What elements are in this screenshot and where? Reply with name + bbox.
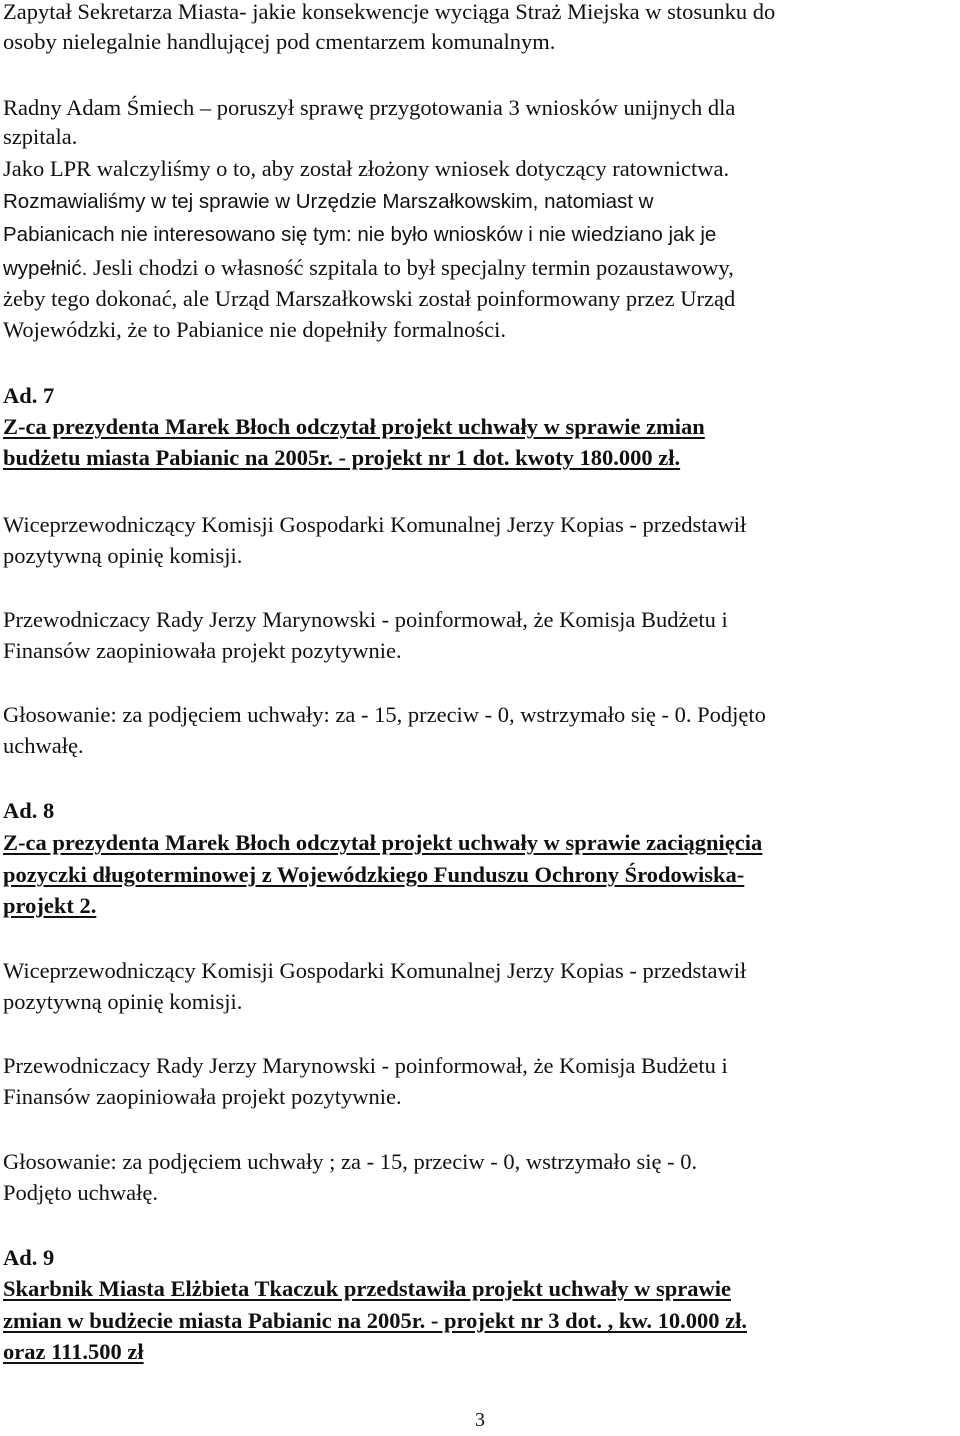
paragraph-line: Wojewódzki, że to Pabianice nie dopełniły formalności. bbox=[3, 317, 507, 342]
resolution-title: Z-ca prezydenta Marek Błoch odczytał projekt uchwały w sprawie zmian bbox=[3, 414, 705, 439]
voting-result: uchwałę. bbox=[3, 733, 84, 758]
voting-result: Podjęto uchwałę. bbox=[3, 1180, 158, 1205]
paragraph-line: szpitala. bbox=[3, 124, 78, 149]
paragraph-line: Wiceprzewodniczący Komisji Gospodarki Komunalnej Jerzy Kopias - przedstawił bbox=[3, 512, 747, 537]
resolution-title: Skarbnik Miasta Elżbieta Tkaczuk przedstawiła projekt uchwały w sprawie bbox=[3, 1276, 731, 1301]
resolution-title: pozyczki długoterminowej z Wojewódzkiego Funduszu Ochrony Środowiska- bbox=[3, 862, 745, 887]
page-number: 3 bbox=[475, 1409, 485, 1431]
section-heading-ad-7: Ad. 7 bbox=[3, 383, 55, 408]
paragraph-line: Radny Adam Śmiech – poruszył sprawę przygotowania 3 wniosków unijnych dla bbox=[3, 95, 736, 120]
paragraph-line: żeby tego dokonać, ale Urząd Marszałkowski został poinformowany przez Urząd bbox=[3, 286, 736, 311]
paragraph-line: pozytywną opinię komisji. bbox=[3, 543, 243, 568]
resolution-title: Z-ca prezydenta Marek Błoch odczytał projekt uchwały w sprawie zaciągnięcia bbox=[3, 830, 763, 855]
paragraph-line: pozytywną opinię komisji. bbox=[3, 989, 243, 1014]
resolution-title: budżetu miasta Pabianic na 2005r. - projekt nr 1 dot. kwoty 180.000 zł. bbox=[3, 445, 681, 470]
paragraph-line: Zapytał Sekretarza Miasta- jakie konsekwencje wyciąga Straż Miejska w stosunku do bbox=[3, 0, 776, 24]
paragraph-line: Finansów zaopiniowała projekt pozytywnie. bbox=[3, 638, 402, 663]
voting-result: Głosowanie: za podjęciem uchwały: za - 15, przeciw - 0, wstrzymało się - 0. Podjęto bbox=[3, 702, 766, 727]
paragraph-line-start: wypełnić. bbox=[3, 257, 88, 280]
section-heading-ad-9: Ad. 9 bbox=[3, 1245, 55, 1270]
paragraph-line: Przewodniczacy Rady Jerzy Marynowski - poinformował, że Komisja Budżetu i bbox=[3, 607, 728, 632]
voting-result: Głosowanie: za podjęciem uchwały ; za - 15, przeciw - 0, wstrzymało się - 0. bbox=[3, 1149, 698, 1174]
resolution-title: zmian w budżecie miasta Pabianic na 2005r. - projekt nr 3 dot. , kw. 10.000 zł. bbox=[3, 1308, 747, 1333]
paragraph-line: Finansów zaopiniowała projekt pozytywnie. bbox=[3, 1084, 402, 1109]
paragraph-line: Jako LPR walczyliśmy o to, aby został złożony wniosek dotyczący ratownictwa. bbox=[3, 156, 730, 181]
paragraph-line: Pabianicach nie interesowano się tym: nie było wniosków i nie wiedziano jak je bbox=[3, 223, 717, 246]
resolution-title: projekt 2. bbox=[3, 893, 97, 918]
resolution-title: oraz 111.500 zł bbox=[3, 1339, 144, 1364]
paragraph-line-rest: Jesli chodzi o własność szpitala to był specjalny termin pozaustawowy, bbox=[92, 255, 734, 280]
paragraph-line: Przewodniczacy Rady Jerzy Marynowski - poinformował, że Komisja Budżetu i bbox=[3, 1053, 728, 1078]
paragraph-line: Rozmawialiśmy w tej sprawie w Urzędzie Marszałkowskim, natomiast w bbox=[3, 190, 654, 213]
paragraph-line: osoby nielegalnie handlującej pod cmentarzem komunalnym. bbox=[3, 29, 556, 54]
paragraph-line: Wiceprzewodniczący Komisji Gospodarki Komunalnej Jerzy Kopias - przedstawił bbox=[3, 958, 747, 983]
section-heading-ad-8: Ad. 8 bbox=[3, 798, 55, 823]
paragraph-line bbox=[3, 253, 734, 283]
